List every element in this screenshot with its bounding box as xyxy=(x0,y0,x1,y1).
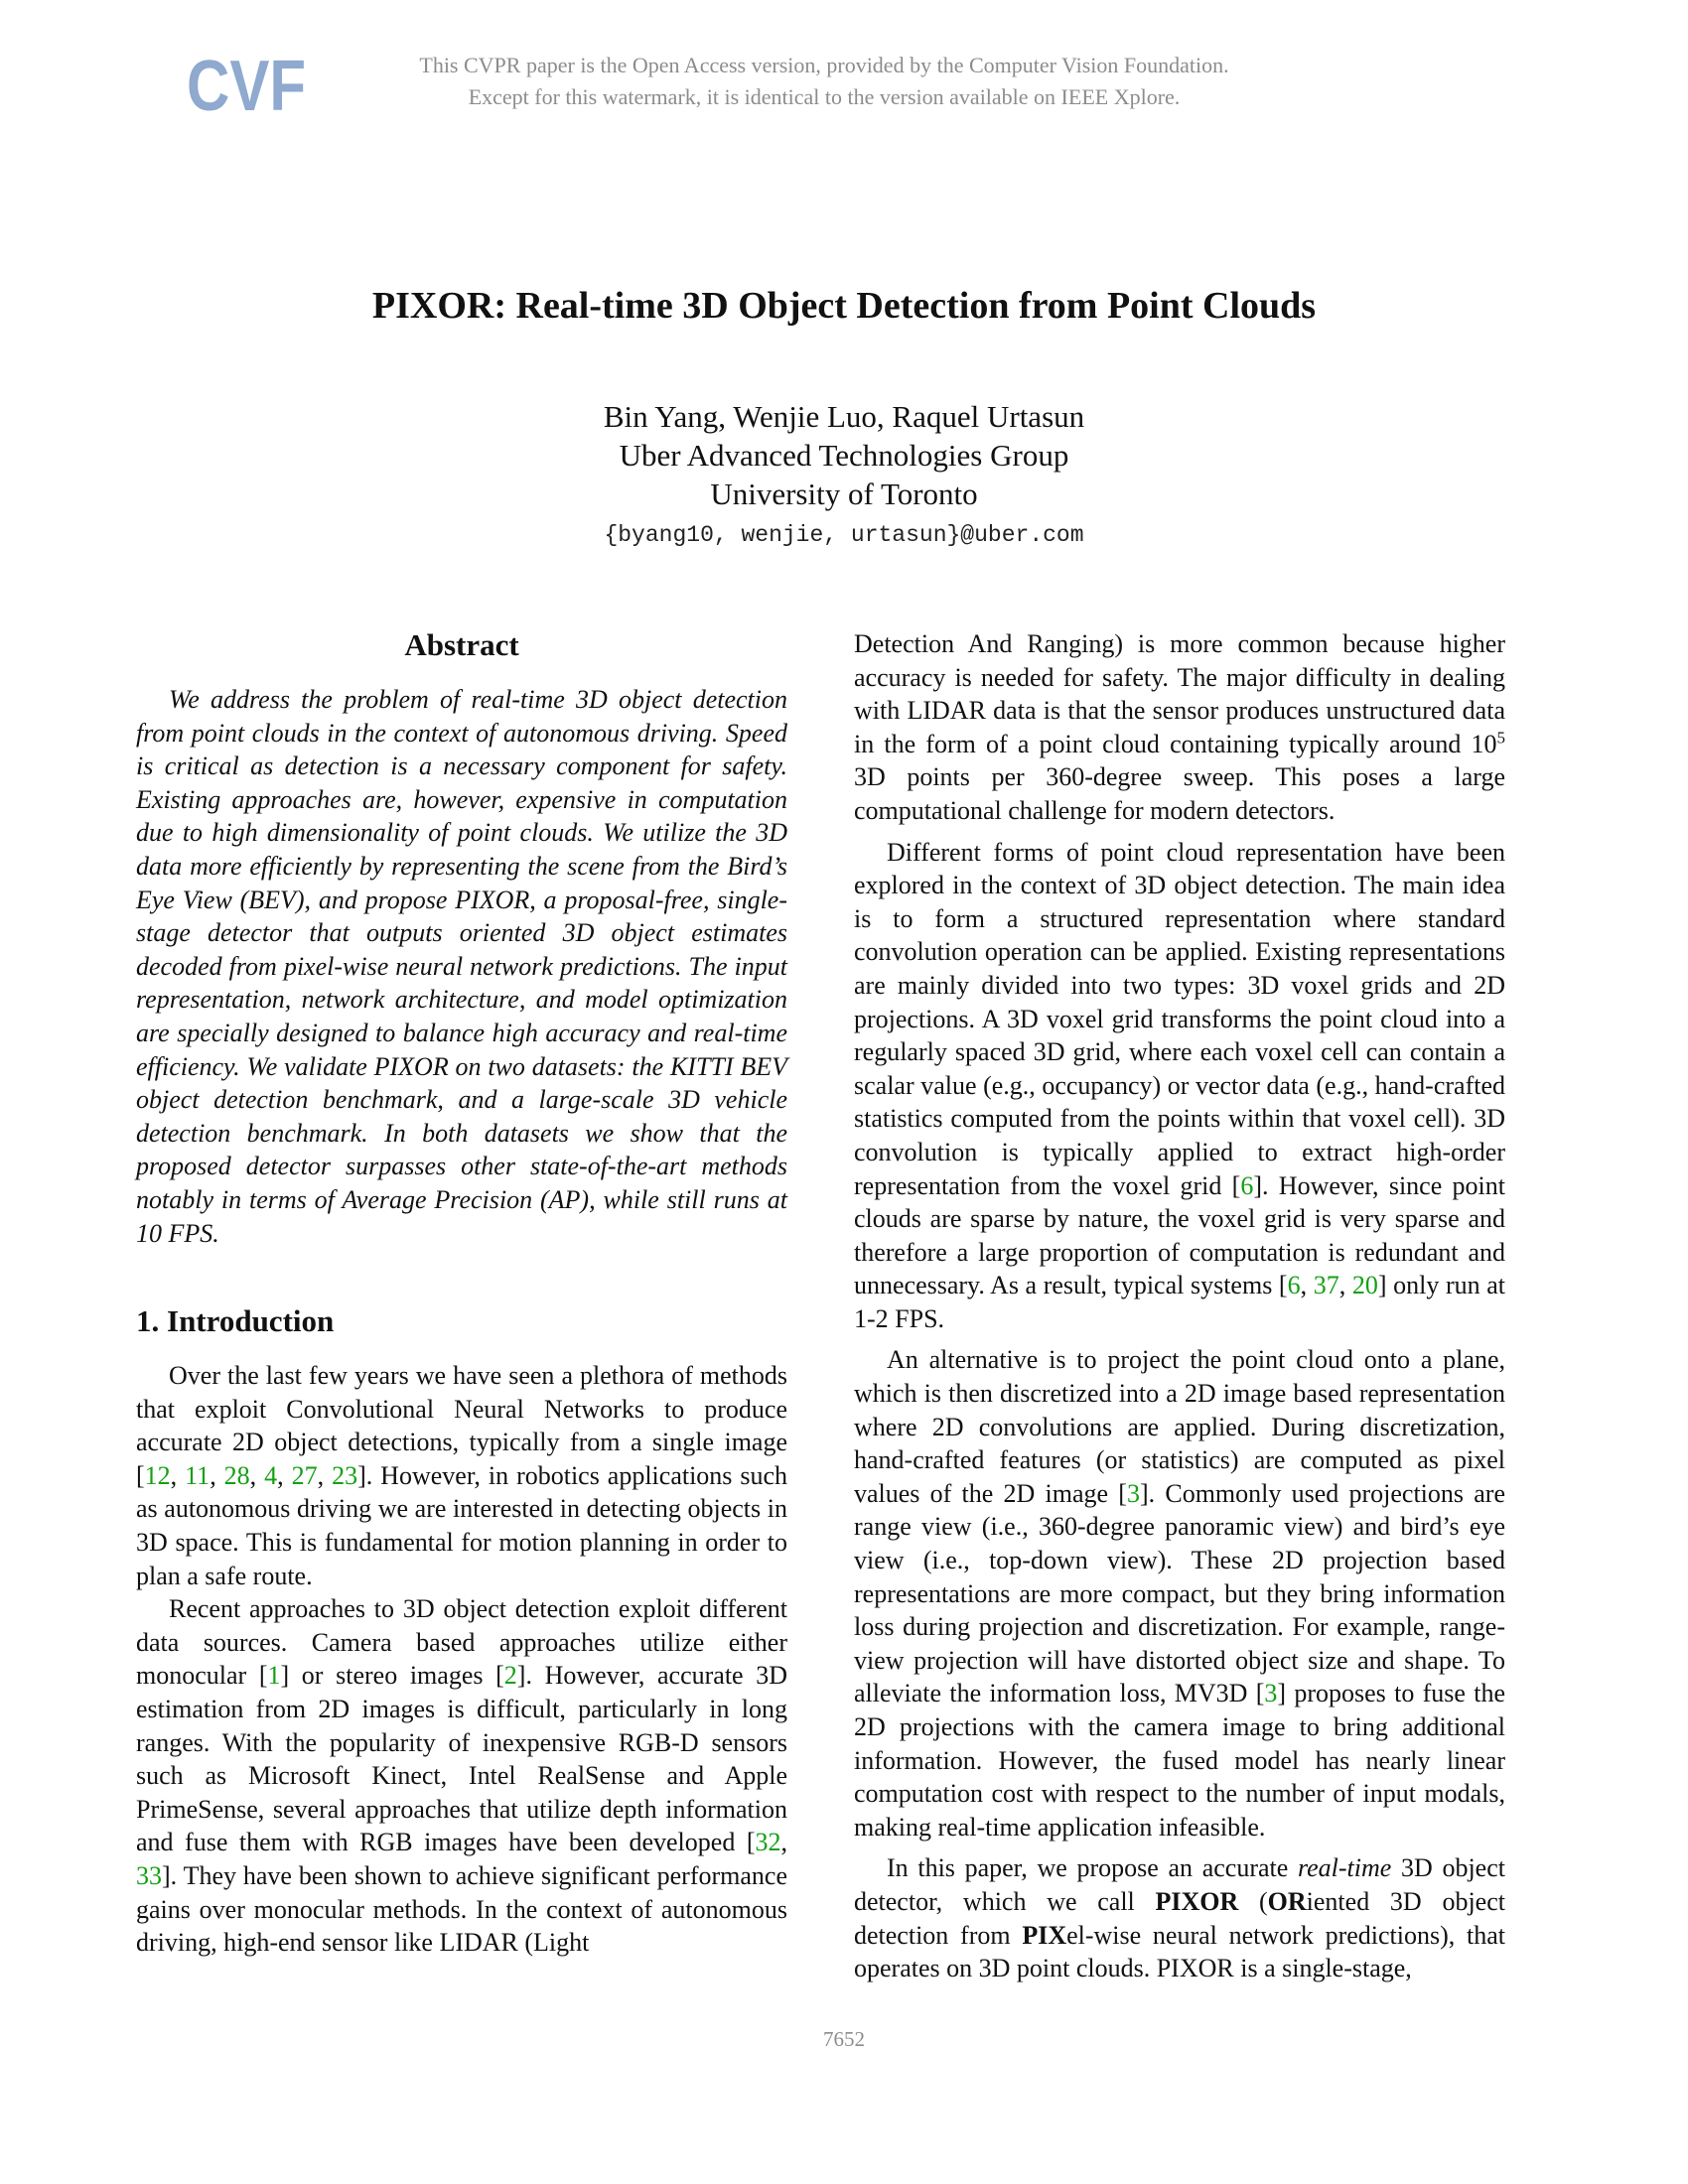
intro-paragraph-1: Over the last few years we have seen a plethora of methods that exploit Convolutional Neural Networks to produce accurate 2D object detections, typically from a single image [12, 11, 28, 4, 27, 23]. However, in robotics applications such as autonomous driving we are interested in detecting objects in 3D space. This is fundamental for motion planning in order to plan a safe route. xyxy=(136,1361,788,1590)
citation-link[interactable]: 11 xyxy=(185,1460,211,1490)
citation-link[interactable]: 33 xyxy=(136,1861,162,1890)
citation-link[interactable]: 2 xyxy=(503,1661,517,1691)
author-block xyxy=(0,397,1688,553)
intro-paragraph-2: Recent approaches to 3D object detection exploit different data sources. Camera based approaches utilize either monocular [1] or stereo images [2]. However, accurate 3D estimation from 2D images is difficult, particularly in long ranges. With the popularity of inexpensive RGB-D sensors such as Microsoft Kinect, Intel RealSense and Apple PrimeSense, several approaches that utilize depth information and fuse them with RGB images have been developed [32, 33]. They have been shown to achieve significant performance gains over monocular methods. In the context of autonomous driving, high-end sensor like LIDAR (Light xyxy=(136,1594,788,1958)
watermark-line-1: This CVPR paper is the Open Access version, provided by the Computer Vision Foundation. xyxy=(419,53,1229,77)
introduction-heading: 1. Introduction xyxy=(136,1303,335,1339)
intro-paragraph-2-continued: Detection And Ranging) is more common because higher accuracy is needed for safety. The major difficulty in dealing with LIDAR data is that the sensor produces unstructured data in the form of a point cloud containing typically around $10^5$ 3D points per 360-degree sweep. This poses a large computational challenge for modern detectors. xyxy=(854,629,1505,825)
intro-paragraph-3: Different forms of point cloud representation have been explored in the context of 3D object detection. The main idea is to form a structured representation where standard convolution operation can be applied. Existing representations are mainly divided into two types: 3D voxel grids and 2D projections. A 3D voxel grid transforms the point cloud into a regularly spaced 3D grid, where each voxel cell can contain a scalar value (e.g., occupancy) or vector data (e.g., hand-crafted statistics computed from the points within that voxel cell). 3D convolution is typically applied to extract high-order representation from the voxel grid [6]. However, since point clouds are sparse by nature, the voxel grid is very sparse and therefore a large proportion of computation is redundant and unnecessary. As a result, typical systems [6, 37, 20] only run at 1-2 FPS. xyxy=(854,837,1506,1333)
citation-link[interactable]: 28 xyxy=(223,1460,250,1490)
abstract-text: We address the problem of real-time 3D object detection from point clouds in the context of autonomous driving. Speed is critical as detection is a necessary component for safety. Existing approaches are, however, expensive in computation due to high dimensionality of point clouds. We utilize the 3D data more efficiently by representing the scene from the Bird’s Eye View (BEV), and propose PIXOR, a proposal-free, single-stage detector that outputs oriented 3D object estimates decoded from pixel-wise neural network predictions. The input representation, network architecture, and model optimization are specially designed to balance high accuracy and real-time efficiency. We validate PIXOR on two datasets: the KITTI BEV object detection benchmark, and a large-scale 3D vehicle detection benchmark. In both datasets we show that the proposed detector surpasses other state-of-the-art methods notably in terms of Average Precision (AP), while still runs at 10 FPS. xyxy=(136,685,787,1248)
citation-link[interactable]: 4 xyxy=(264,1460,278,1490)
left-column xyxy=(136,627,787,1960)
intro-paragraph-5: In this paper, we propose an accurate real-time 3D object detector, which we call PIXOR (ORiented 3D object detection from PIXel-wise neural network predictions), that operates on 3D point clouds. PIXOR is a single-stage, xyxy=(854,1853,1505,1983)
cvf-logo xyxy=(185,47,309,130)
watermark-line-2: Except for this watermark, it is identical to the version available on IEEE Xplore. xyxy=(468,84,1181,109)
citation-link[interactable]: 3 xyxy=(1126,1478,1140,1508)
abstract-heading: Abstract xyxy=(404,627,519,662)
citation-link[interactable]: 23 xyxy=(332,1460,358,1490)
author-emails: {byang10, wenjie, urtasun}@uber.com xyxy=(604,522,1084,548)
citation-link[interactable]: 1 xyxy=(267,1661,281,1691)
citation-link[interactable]: 37 xyxy=(1313,1271,1339,1300)
affiliation-toronto: University of Toronto xyxy=(710,477,978,511)
right-column xyxy=(854,627,1505,1985)
exponent: 5 xyxy=(1496,728,1505,748)
cvf-logo-text: CVF xyxy=(187,47,306,126)
citation-link[interactable]: 6 xyxy=(1287,1271,1301,1300)
citation-link[interactable]: 3 xyxy=(1264,1679,1278,1708)
citation-link[interactable]: 12 xyxy=(144,1460,171,1490)
citation-link[interactable]: 32 xyxy=(755,1828,781,1857)
author-names: Bin Yang, Wenjie Luo, Raquel Urtasun xyxy=(603,399,1085,434)
paper-title: PIXOR: Real-time 3D Object Detection from Point Clouds xyxy=(371,285,1317,327)
page-number: 7652 xyxy=(823,2027,865,2051)
intro-paragraph-4: An alternative is to project the point cloud onto a plane, which is then discretized into a 2D image based representation where 2D convolutions are applied. During discretization, hand-crafted features (or statistics) are computed as pixel values of the 2D image [3]. Commonly used projections are range view (i.e., 360-degree panoramic view) and bird’s eye view (i.e., top-down view). These 2D projection based representations are more compact, but they bring information loss during projection and discretization. For example, range-view projection will have distorted object size and shape. To alleviate the information loss, MV3D [3] proposes to fuse the 2D projections with the camera image to bring additional information. However, the fused model has nearly linear computation cost with respect to the number of input modals, making real-time application infeasible. xyxy=(854,1345,1506,1842)
open-access-watermark xyxy=(298,50,1350,113)
citation-link[interactable]: 20 xyxy=(1351,1271,1378,1300)
citation-link[interactable]: 6 xyxy=(1240,1170,1254,1200)
affiliation-uber: Uber Advanced Technologies Group xyxy=(619,438,1069,473)
citation-link[interactable]: 27 xyxy=(291,1460,318,1490)
